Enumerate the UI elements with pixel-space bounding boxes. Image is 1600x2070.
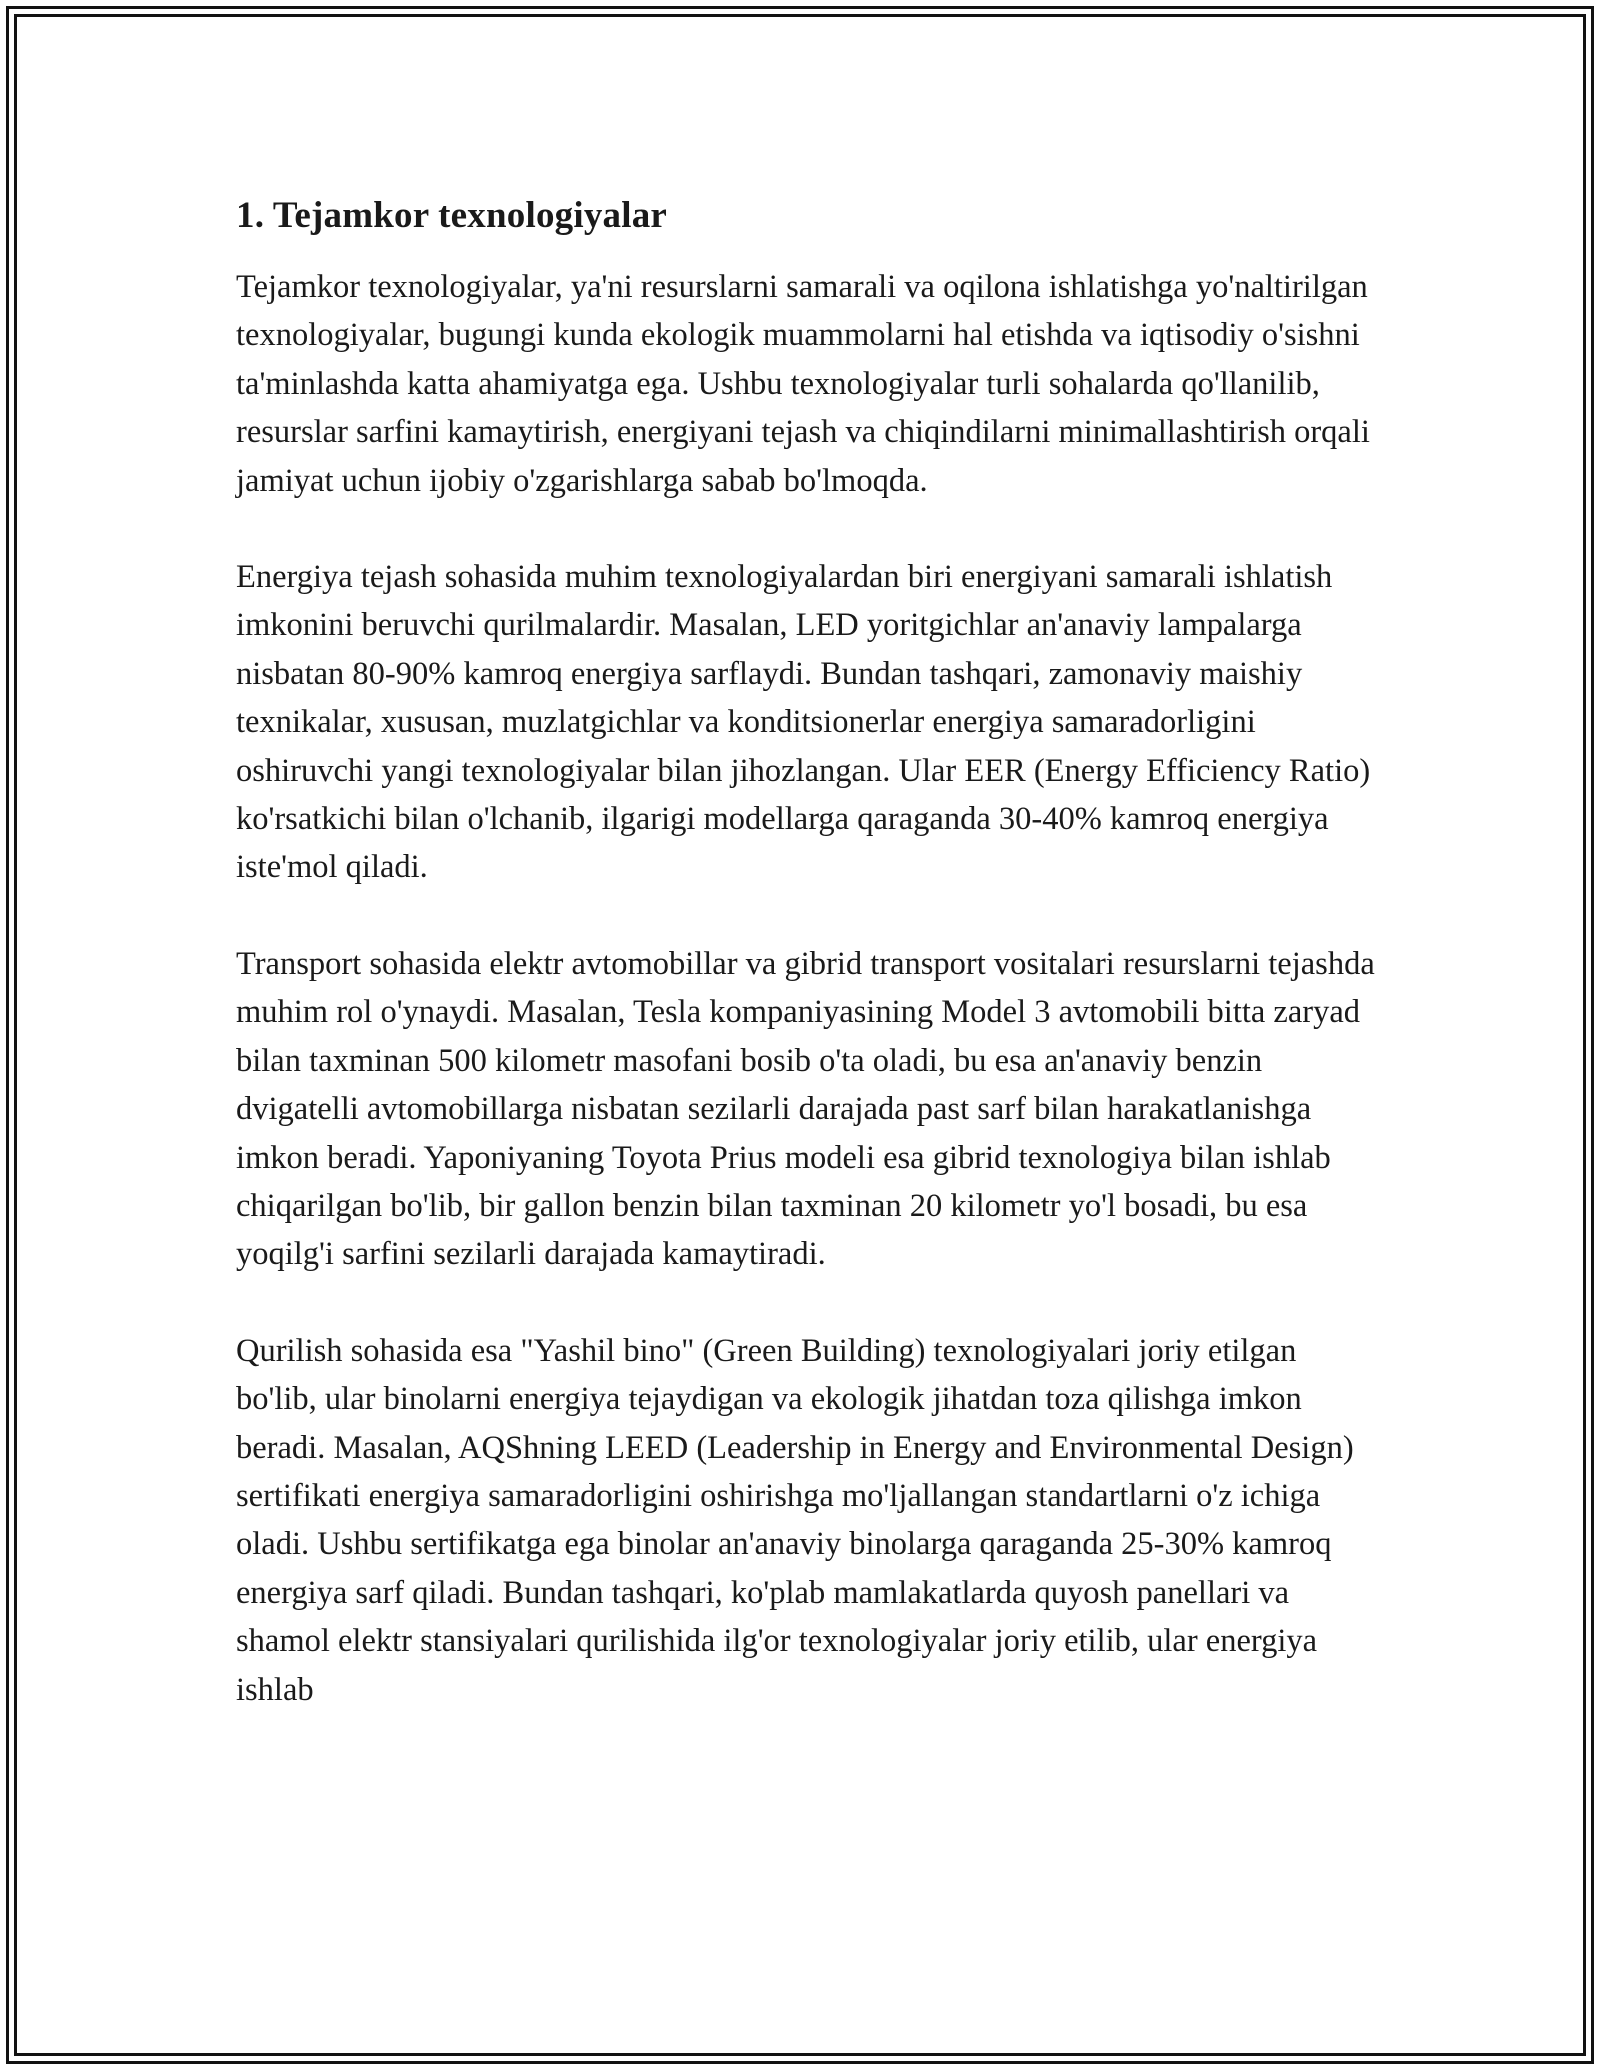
paragraph-energy-saving: Energiya tejash sohasida muhim texnologiyalardan biri energiyani samarali ishlatish imkonini beruvchi qurilmalardir. Masalan, LED yoritgichlar an'anaviy lampalarga nisbatan 80-90% kamroq energiya sarflaydi. Bundan tashqari, zamonaviy maishiy texnikalar, xususan, muzlatgichlar va konditsionerlar energiya samaradorligini oshiruvchi yangi texnologiyalar bilan jihozlangan. Ular EER (Energy Efficiency Ratio) ko'rsatkichi bilan o'lchanib, ilgarigi modellarga qaraganda 30-40% kamroq energiya iste'mol qiladi. bbox=[236, 559, 1371, 886]
document-body bbox=[236, 187, 1376, 1762]
paragraph-construction: Qurilish sohasida esa "Yashil bino" (Green Building) texnologiyalari joriy etilgan bo'lib, ular binolarni energiya tejaydigan va ekologik jihatdan toza qilishga imkon beradi. Masalan, AQShning LEED (Leadership in Energy and Environmental Design) sertifikati energiya samaradorligini oshirishga mo'ljallangan standartlarni o'z ichiga oladi. Ushbu sertifikatga ega binolar an'anaviy binolarga qaraganda 25-30% kamroq energiya sarf qiladi. Bundan tashqari, ko'plab mamlakatlarda quyosh panellari va shamol elektr stansiyalari qurilishida ilg'or texnologiyalar joriy etilib, ular energiya ishlab bbox=[236, 1332, 1354, 1708]
section-heading: 1. Tejamkor texnologiyalar bbox=[236, 195, 668, 236]
paragraph-intro: Tejamkor texnologiyalar, ya'ni resurslarni samarali va oqilona ishlatishga yo'naltirilgan texnologiyalar, bugungi kunda ekologik muammolarni hal etishda va iqtisodiy o'sishni ta'minlashda katta ahamiyatga ega. Ushbu texnologiyalar turli sohalarda qo'llanilib, resurslar sarfini kamaytirish, energiyani tejash va chiqindilarni minimallashtirish orqali jamiyat uchun ijobiy o'zgarishlarga sabab bo'lmoqda. bbox=[236, 269, 1370, 499]
paragraph-transport: Transport sohasida elektr avtomobillar va gibrid transport vositalari resurslarni tejashda muhim rol o'ynaydi. Masalan, Tesla kompaniyasining Model 3 avtomobili bitta zaryad bilan taxminan 500 kilometr masofani bosib o'ta oladi, bu esa an'anaviy benzin dvigatelli avtomobillarga nisbatan sezilarli darajada past sarf bilan harakatlanishga imkon beradi. Yaponiyaning Toyota Prius modeli esa gibrid texnologiya bilan ishlab chiqarilgan bo'lib, bir gallon benzin bilan taxminan 20 kilometr yo'l bosadi, bu esa yoqilg'i sarfini sezilarli darajada kamaytiradi. bbox=[236, 945, 1375, 1273]
